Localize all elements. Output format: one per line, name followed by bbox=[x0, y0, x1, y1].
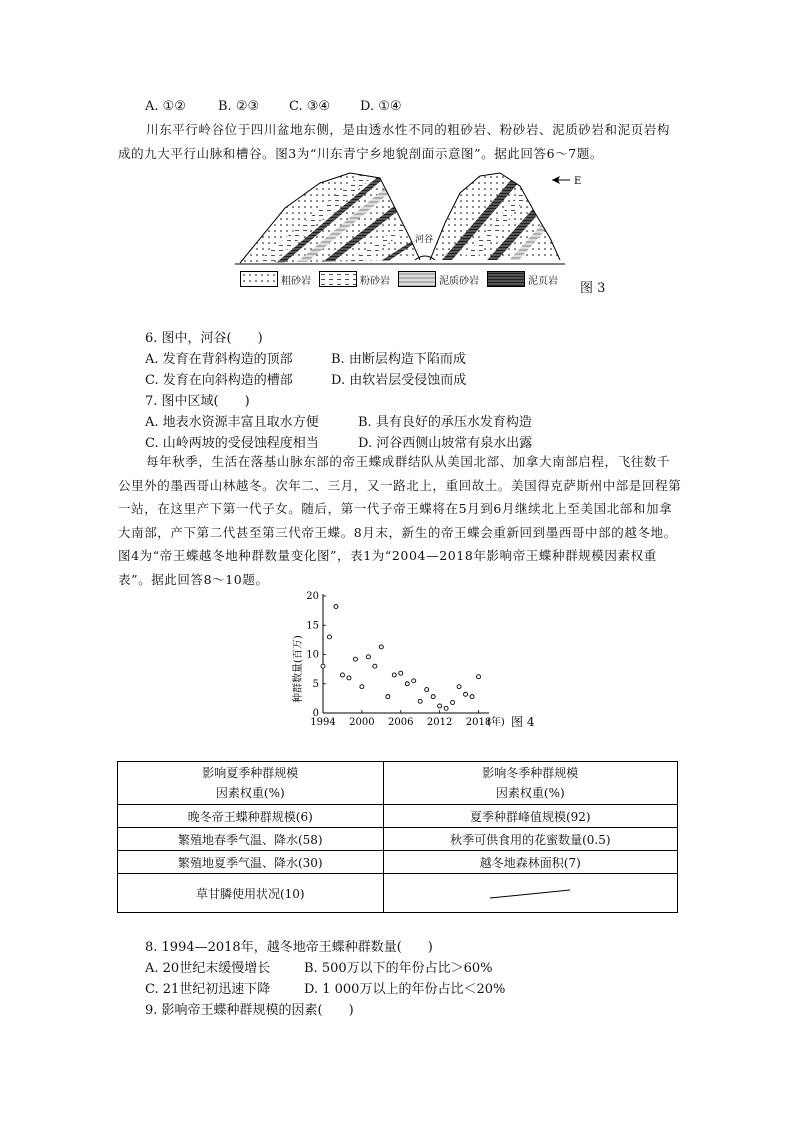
table-cell: 夏季种群峰值规模(92) bbox=[383, 805, 677, 828]
x-tick-label: 2006 bbox=[388, 717, 414, 728]
data-point bbox=[418, 699, 422, 703]
data-point bbox=[392, 673, 396, 677]
q5-option-a: A. ①② bbox=[145, 99, 186, 114]
data-point bbox=[399, 671, 403, 675]
figure-4-caption: 图 4 bbox=[511, 715, 535, 729]
data-point bbox=[457, 685, 461, 689]
q6-stem: 6. 图中，河谷( ) bbox=[145, 331, 263, 346]
q8-stem: 8. 1994—2018年，越冬地帝王蝶种群数量( ) bbox=[145, 940, 433, 955]
table-cell: 草甘膦使用状况(10) bbox=[118, 874, 384, 913]
data-point bbox=[373, 664, 377, 668]
header-left-line1: 影响夏季种群规模 bbox=[202, 766, 299, 780]
table-cell: 繁殖地夏季气温、降水(30) bbox=[118, 851, 384, 874]
q7-stem: 7. 图中区域( ) bbox=[145, 394, 250, 409]
header-right-line2: 因素权重(%) bbox=[495, 786, 565, 800]
table-cell: 繁殖地春季气温、降水(58) bbox=[118, 828, 384, 851]
q6-option-a: A. 发育在背斜构造的顶部 bbox=[145, 352, 293, 367]
y-tick-label: 20 bbox=[306, 591, 319, 602]
data-point bbox=[470, 695, 474, 699]
x-axis-label: (年) bbox=[487, 717, 505, 728]
q8-option-b: B. 500万以下的年份占比＞60% bbox=[304, 961, 493, 976]
x-tick-label: 2018 bbox=[465, 717, 492, 728]
valley-label: 河谷 bbox=[415, 235, 434, 245]
data-point bbox=[444, 706, 448, 710]
intro-paragraph-1: 川东平行岭谷位于四川盆地东侧，是由透水性不同的粗砂岩、粉砂岩、泥质砂岩和泥页岩构成的九大平行山脉和槽谷。图3为“川东青宁乡地貌剖面示意图”。据此回答6～7题。 bbox=[118, 122, 671, 161]
data-point bbox=[412, 679, 416, 683]
table-row bbox=[118, 851, 678, 874]
q8-option-c: C. 21世纪初迅速下降 bbox=[145, 982, 271, 997]
data-point bbox=[438, 704, 442, 708]
data-point bbox=[464, 692, 468, 696]
data-point bbox=[386, 695, 390, 699]
q7-option-a: A. 地表水资源丰富且取水方便 bbox=[145, 415, 319, 430]
figure-3-legend bbox=[240, 271, 558, 287]
table-row bbox=[118, 874, 678, 913]
legend-siltstone: 粉砂岩 bbox=[360, 275, 390, 287]
table-cell: 晚冬帝王蝶种群规模(6) bbox=[118, 805, 384, 828]
table-1 bbox=[117, 761, 678, 913]
y-axis-label: 种群数量(百万) bbox=[293, 635, 304, 703]
data-point bbox=[327, 635, 331, 639]
x-tick-label: 2012 bbox=[426, 717, 453, 728]
data-point bbox=[366, 655, 370, 659]
direction-label: E bbox=[574, 176, 582, 187]
q9-stem: 9. 影响帝王蝶种群规模的因素( ) bbox=[145, 1003, 354, 1018]
header-right bbox=[383, 762, 677, 805]
y-tick-label: 0 bbox=[312, 708, 319, 719]
q8-option-d: D. 1 000万以上的年份占比＜20% bbox=[304, 982, 506, 997]
q7-option-d: D. 河谷西侧山坡常有泉水出露 bbox=[358, 436, 533, 451]
y-tick-label: 15 bbox=[306, 620, 319, 632]
legend-muddy-sandstone: 泥质砂岩 bbox=[439, 275, 479, 287]
table-header-row bbox=[118, 762, 678, 805]
data-point bbox=[340, 673, 344, 677]
q5-option-b: B. ②③ bbox=[218, 99, 260, 114]
table-cell-empty-slash bbox=[383, 874, 677, 913]
x-tick-label: 2000 bbox=[349, 717, 375, 728]
legend-coarse-sandstone: 粗砂岩 bbox=[281, 275, 311, 287]
data-point bbox=[347, 676, 351, 680]
table-cell: 越冬地森林面积(7) bbox=[383, 851, 677, 874]
header-left bbox=[118, 762, 384, 805]
table-row bbox=[118, 828, 678, 851]
data-point bbox=[477, 675, 481, 679]
data-point bbox=[379, 645, 383, 649]
legend-shale: 泥页岩 bbox=[528, 275, 558, 287]
data-point bbox=[360, 685, 364, 689]
data-point bbox=[405, 682, 409, 686]
data-point bbox=[451, 700, 455, 704]
figure-3-caption: 图 3 bbox=[580, 281, 606, 296]
table-cell: 秋季可供食用的花蜜数量(0.5) bbox=[383, 828, 677, 851]
q5-option-c: C. ③④ bbox=[289, 99, 331, 114]
figure-4-scatter-chart bbox=[290, 588, 535, 733]
data-point bbox=[353, 657, 357, 661]
y-tick-label: 10 bbox=[306, 649, 319, 661]
q6-option-b: B. 由断层构造下陷而成 bbox=[331, 352, 466, 367]
q6-option-d: D. 由软岩层受侵蚀而成 bbox=[331, 373, 467, 388]
q7-option-c: C. 山岭两坡的受侵蚀程度相当 bbox=[145, 436, 319, 451]
q5-option-d: D. ①④ bbox=[360, 99, 402, 114]
empty-cell-slash bbox=[470, 882, 590, 902]
y-tick-label: 5 bbox=[312, 678, 319, 690]
q7-option-b: B. 具有良好的承压水发育构造 bbox=[358, 415, 532, 430]
data-point bbox=[321, 664, 325, 668]
data-point bbox=[425, 688, 429, 692]
x-tick-label: 1994 bbox=[310, 717, 336, 728]
table-row bbox=[118, 805, 678, 828]
data-point bbox=[431, 695, 435, 699]
q8-option-a: A. 20世纪末缓慢增长 bbox=[145, 961, 271, 976]
intro-paragraph-2: 每年秋季，生活在落基山脉东部的帝王蝶成群结队从美国北部、加拿大南部启程，飞往数千公里外的墨西哥山林越冬。次年二、三月，又一路北上，重回故土。美国得克萨斯州中部是回程第一站，在这里产下第一代子女。随后，第一代子帝王蝶将在5月到6月继续北上至美国北部和加拿大南部，产下第二代甚至第三代帝王蝶。8月末，新生的帝王蝶会重新回到墨西哥中部的越冬地。图4为“帝王蝶越冬地种群数量变化图”，表1为“2004—2018年影响帝王蝶种群规模因素权重表”。据此回答8～10题。 bbox=[118, 454, 682, 587]
data-point bbox=[334, 605, 338, 609]
header-left-line2: 因素权重(%) bbox=[215, 786, 285, 800]
q6-option-c: C. 发育在向斜构造的槽部 bbox=[145, 373, 293, 388]
header-right-line1: 影响冬季种群规模 bbox=[482, 766, 579, 780]
